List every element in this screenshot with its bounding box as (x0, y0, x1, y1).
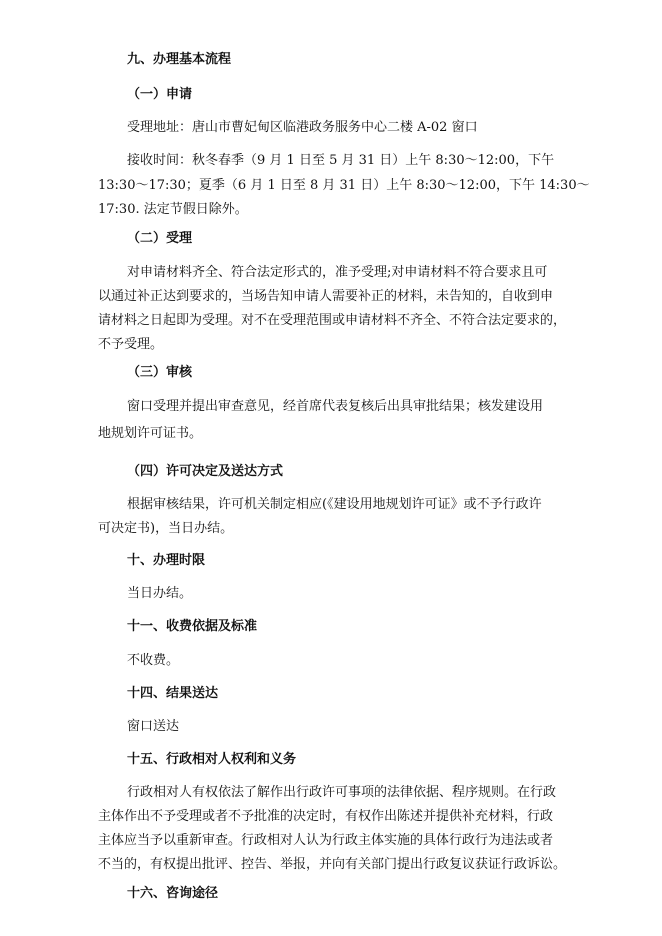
section-heading-inquiry: 十六、咨询途径 (127, 886, 219, 901)
review-line-2: 地规划许可证书。 (98, 426, 203, 441)
fees-text: 不收费。 (127, 653, 180, 668)
section-heading-process: 九、办理基本流程 (127, 52, 232, 67)
subheading-apply: （一）申请 (127, 87, 193, 102)
subheading-decision: （四）许可决定及送达方式 (127, 464, 284, 479)
accept-line-2: 以通过补正达到要求的，当场告知申请人需要补正的材料，未告知的，自收到申 (98, 289, 554, 304)
section-heading-rights: 十五、行政相对人权利和义务 (127, 752, 297, 767)
apply-hours-line-3: 17:30. 法定节假日除外。 (98, 202, 248, 217)
accept-line-4: 不予受理。 (98, 337, 164, 352)
apply-hours-line-1: 接收时间：秋冬春季（9 月 1 日至 5 月 31 日）上午 8:30～12:00，下午 (127, 153, 555, 168)
rights-line-3: 主体应当予以重新审查。行政相对人认为行政主体实施的具体行政行为违法或者 (98, 833, 554, 848)
apply-address: 受理地址：唐山市曹妃甸区临港政务服务中心二楼 A-02 窗口 (127, 120, 478, 135)
review-line-1: 窗口受理并提出审查意见，经首席代表复核后出具审批结果；核发建设用 (127, 399, 544, 414)
section-heading-delivery: 十四、结果送达 (127, 686, 219, 701)
section-heading-fees: 十一、收费依据及标准 (127, 619, 258, 634)
rights-line-1: 行政相对人有权依法了解作出行政许可事项的法律依据、程序规则。在行政 (127, 785, 557, 800)
decision-line-2: 可决定书)，当日办结。 (98, 521, 234, 536)
rights-line-2: 主体作出不予受理或者不予批准的决定时，有权作出陈述并提供补充材料，行政 (98, 809, 554, 824)
accept-line-1: 对申请材料齐全、符合法定形式的，准予受理;对申请材料不符合要求且可 (127, 265, 548, 280)
accept-line-3: 请材料之日起即为受理。对不在受理范围或申请材料不齐全、不符合法定要求的， (98, 313, 567, 328)
section-heading-time-limit: 十、办理时限 (127, 553, 206, 568)
delivery-text: 窗口送达 (127, 719, 180, 734)
decision-line-1: 根据审核结果，许可机关制定相应(《建设用地规划许可证》或不予行政许 (127, 497, 542, 512)
subheading-review: （三）审核 (127, 365, 193, 380)
apply-hours-line-2: 13:30～17:30；夏季（6 月 1 日至 8 月 31 日）上午 8:30～12:00，下午 14:30～ (98, 178, 590, 193)
subheading-accept: （二）受理 (127, 231, 193, 246)
rights-line-4: 不当的，有权提出批评、控告、举报，并向有关部门提出行政复议获证行政诉讼。 (98, 857, 567, 872)
time-limit-text: 当日办结。 (127, 586, 193, 601)
